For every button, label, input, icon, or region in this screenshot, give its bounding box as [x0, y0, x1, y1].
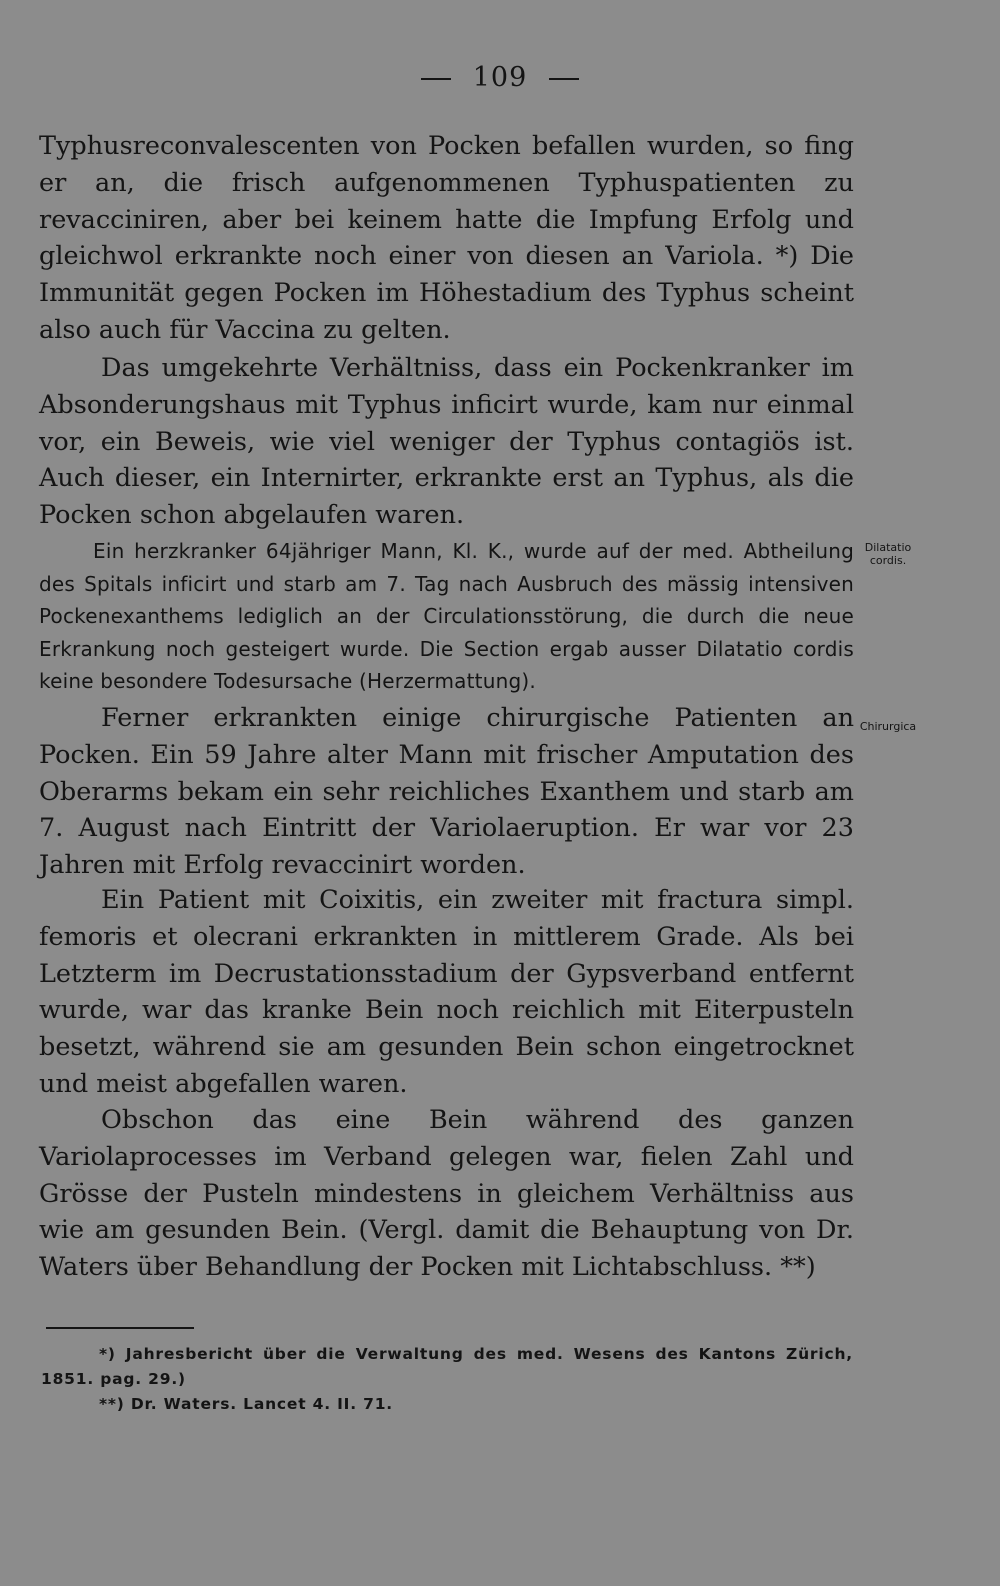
paragraph-text: Typhusreconvalescenten von Pocken befallen wurden, so fing er an, die frisch aufgenommenen Typhuspatienten zu revacciniren, aber bei keinem hatte die Impfung Erfolg und gleichwol erkrankte noch einer von diesen an Variola. *) Die Immunität gegen Pocken im Höhestadium des Typhus scheint also auch für Vaccina zu gelten. — [39, 131, 854, 345]
paragraph-reverse-relation — [39, 350, 854, 534]
margin-note-dilatatio: Dilatatio cordis. — [864, 541, 912, 567]
paragraph-text: Ein herzkranker 64jähriger Mann, Kl. K., wurde auf der med. Abtheilung des Spitals inficirt und starb am 7. Tag nach Ausbruch des mässig intensiven Pockenexanthems lediglich an der Circulationsstörung, die durch die neue Erkrankung noch gesteigert wurde. Die Section ergab ausser Dilatatio cordis keine besondere Todesursache (Herzermattung). — [39, 539, 854, 693]
paragraph-text: Das umgekehrte Verhältniss, dass ein Pockenkranker im Absonderungshaus mit Typhus inficirt wurde, kam nur einmal vor, ein Beweis, wie viel weniger der Typhus contagiös ist. Auch dieser, ein Internirter, erkrankte erst an Typhus, als die Pocken schon abgelaufen waren. — [39, 353, 854, 531]
page-number-value: 109 — [472, 62, 528, 93]
paragraph-typhus-reconvalescents — [39, 128, 854, 349]
footnotes — [41, 1342, 853, 1417]
paragraph-coixitis — [39, 882, 854, 1103]
paragraph-surgical-patients — [39, 700, 854, 884]
page-number-dash-right — [549, 78, 579, 80]
footnote-2: **) Dr. Waters. Lancet 4. II. 71. — [99, 1395, 393, 1413]
paragraph-text: Ferner erkrankten einige chirurgische Patienten an Pocken. Ein 59 Jahre alter Mann mit frischer Amputation des Oberarms bekam ein sehr reichliches Exanthem und starb am 7. August nach Eintritt der Variolaeruption. Er war vor 23 Jahren mit Erfolg revaccinirt worden. — [39, 703, 854, 881]
margin-note-chirurgica: Chirurgica — [859, 720, 917, 733]
paragraph-bandage-leg — [39, 1102, 854, 1286]
footnote-1: *) Jahresbericht über die Verwaltung des med. Wesens des Kantons Zürich, 1851. pag. 29.) — [41, 1345, 853, 1388]
paragraph-text: Ein Patient mit Coixitis, ein zweiter mit fractura simpl. femoris et olecrani erkrankten in mittlerem Grade. Als bei Letzterm im Decrustationsstadium der Gypsverband entfernt wurde, war das kranke Bein noch reichlich mit Eiterpusteln besetzt, während sie am gesunden Bein schon eingetrocknet und meist abgefallen waren. — [39, 885, 854, 1099]
page-number-dash-left — [421, 78, 451, 80]
paragraph-text: Obschon das eine Bein während des ganzen Variolaprocesses im Verband gelegen war, fielen Zahl und Grösse der Pusteln mindestens in gleichem Verhältniss aus wie am gesunden Bein. (Vergl. damit die Behauptung von Dr. Waters über Behandlung der Pocken mit Lichtabschluss. **) — [39, 1105, 854, 1283]
paragraph-heart-patient — [39, 535, 854, 698]
page-number — [0, 62, 1000, 93]
footnote-separator — [46, 1327, 194, 1329]
